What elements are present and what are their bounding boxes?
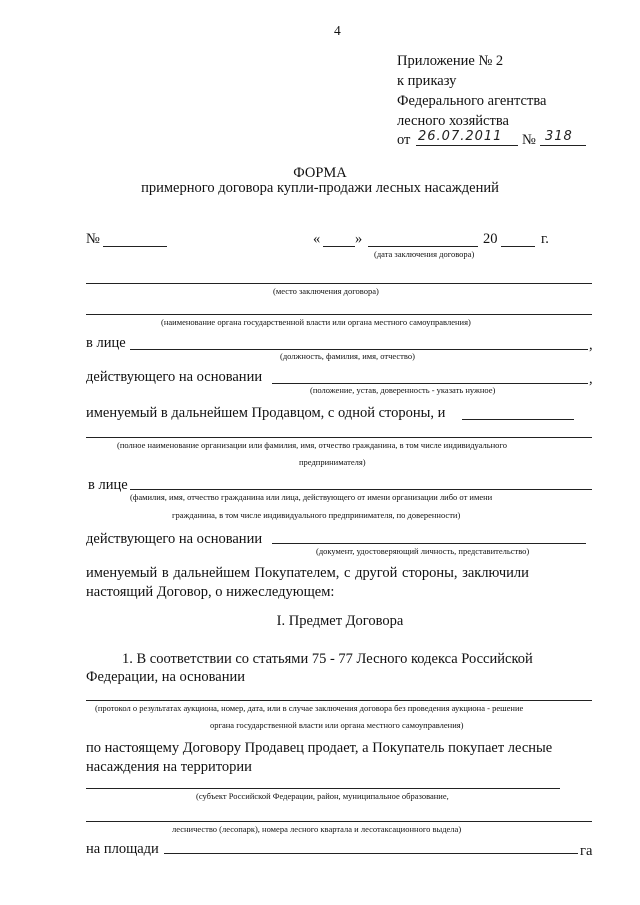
buyer-basis-label: действующего на основании — [86, 531, 263, 547]
authority-caption: (наименование органа государственной власти или органа местного самоуправления) — [161, 317, 471, 327]
date-caption: (дата заключения договора) — [374, 249, 475, 259]
protocol-caption-2: органа государственной власти или органа местного самоуправления) — [210, 720, 464, 730]
buyer-in-person-label: в лице — [88, 477, 128, 493]
seller-named-text: именуемый в дальнейшем Продавцом, с одной стороны, и — [86, 405, 446, 421]
buyer-name-caption-2: предпринимателя) — [299, 457, 366, 467]
protocol-caption-1: (протокол о результатах аукциона, номер, дата, или в случае заключения договора без проведения аукциона - решение — [95, 703, 524, 713]
buyer-name-start-line — [462, 419, 574, 420]
place-caption: (место заключения договора) — [273, 286, 379, 296]
seller-person-comma: , — [589, 337, 593, 353]
sale-line-1: по настоящему Договору Продавец продает, а Покупатель покупает лесные — [86, 740, 553, 756]
buyer-name-line — [86, 437, 592, 438]
section-title: I. Предмет Договора — [276, 613, 404, 629]
buyer-rep-caption-1: (фамилия, имя, отчество гражданина или лица, действующего от имени организации либо от имени — [130, 492, 493, 502]
appendix-date-prefix: от — [397, 132, 411, 148]
seller-position-caption: (должность, фамилия, имя, отчество) — [280, 351, 415, 361]
sale-line-2: насаждения на территории — [86, 759, 252, 775]
authority-line — [86, 314, 592, 315]
appendix-title: Приложение № 2 — [397, 53, 504, 69]
contract-number-sign: № — [86, 231, 100, 247]
appendix-number-line — [540, 145, 586, 146]
territory-line-1 — [86, 788, 560, 789]
appendix-number-prefix: № — [522, 132, 536, 148]
buyer-rep-caption-2: гражданина, в том числе индивидуального предпринимателя, по доверенности) — [172, 510, 461, 520]
page-number: 4 — [334, 23, 341, 38]
appendix-date-line — [416, 145, 518, 146]
seller-basis-label: действующего на основании — [86, 369, 263, 385]
appendix-date-handwritten: 26.07.2011 — [418, 129, 503, 144]
buyer-basis-line — [272, 543, 586, 544]
place-line — [86, 283, 592, 284]
buyer-basis-caption: (документ, удостоверяющий личность, представительство) — [316, 546, 530, 556]
area-line — [164, 853, 578, 854]
territory-caption-1: (субъект Российской Федерации, район, муниципальное образование, — [196, 791, 449, 801]
area-label: на площади — [86, 841, 159, 857]
protocol-line — [86, 700, 592, 701]
seller-basis-comma: , — [589, 371, 593, 387]
date-quote-open: « — [313, 231, 321, 247]
appendix-agency-2: лесного хозяйства — [397, 113, 509, 129]
buyer-person-line — [130, 489, 592, 490]
appendix-agency: Федерального агентства — [397, 93, 547, 109]
buyer-named-line-1: именуемый в дальнейшем Покупателем, с другой стороны, заключили — [86, 565, 529, 581]
buyer-name-caption-1: (полное наименование организации или фамилия, имя, отчество гражданина, в том числе индивидуального — [117, 440, 507, 450]
date-day-line — [323, 246, 355, 247]
date-year-line — [501, 246, 535, 247]
seller-in-person-label: в лице — [86, 335, 126, 351]
appendix-order-ref: к приказу — [397, 73, 457, 89]
form-heading: ФОРМА — [293, 165, 347, 181]
territory-line-2 — [86, 821, 592, 822]
buyer-named-line-2: настоящий Договор, о нижеследующем: — [86, 584, 335, 600]
date-month-line — [368, 246, 478, 247]
contract-number-line — [103, 246, 167, 247]
seller-basis-line — [272, 383, 588, 384]
seller-basis-caption: (положение, устав, доверенность - указать нужное) — [310, 385, 496, 395]
clause1-line-1: 1. В соответствии со статьями 75 - 77 Лесного кодекса Российской — [122, 651, 533, 667]
form-subtitle: примерного договора купли-продажи лесных насаждений — [141, 180, 499, 196]
date-year-suffix: г. — [541, 231, 549, 247]
seller-person-line — [130, 349, 588, 350]
territory-caption-2: лесничество (лесопарк), номера лесного квартала и лесотаксационного выдела) — [172, 824, 462, 834]
clause1-line-2: Федерации, на основании — [86, 669, 245, 685]
area-unit: га — [580, 843, 593, 859]
date-year-prefix: 20 — [483, 231, 498, 247]
appendix-number-handwritten: 318 — [545, 129, 573, 144]
date-quote-close: » — [355, 231, 363, 247]
